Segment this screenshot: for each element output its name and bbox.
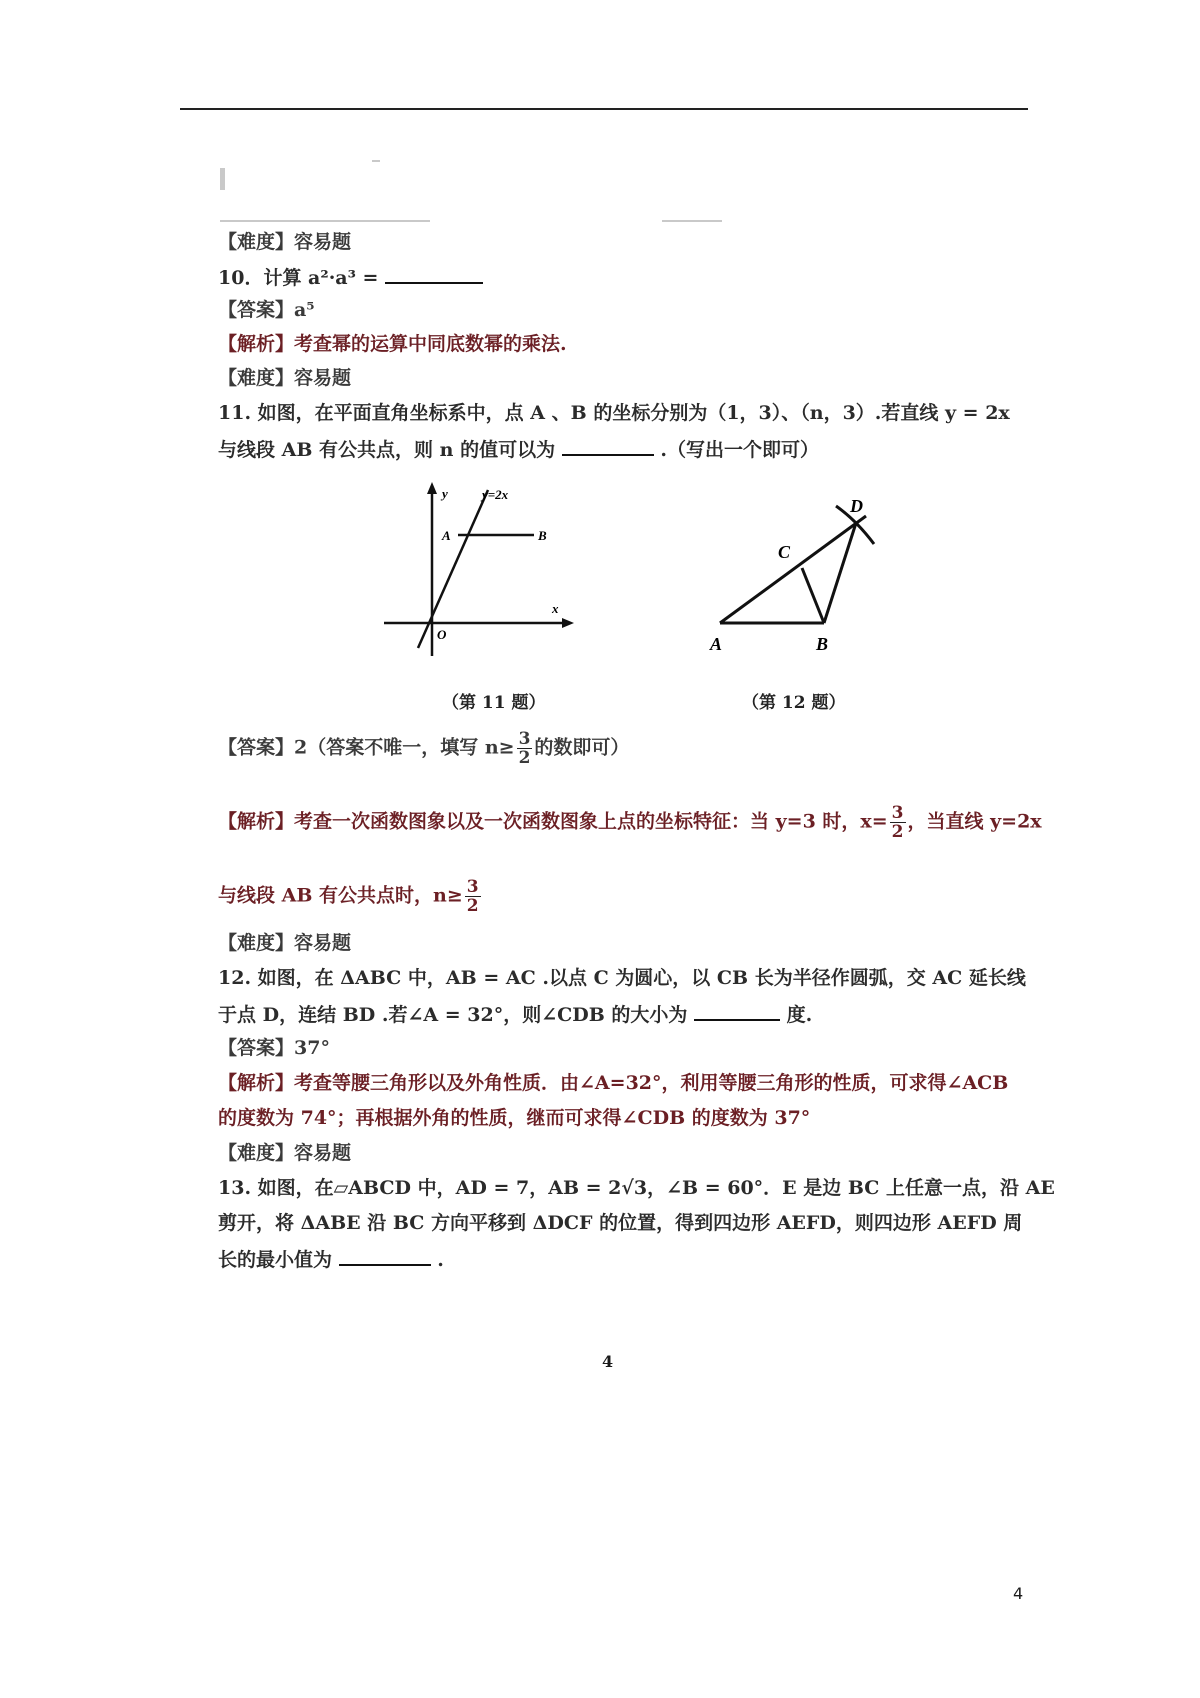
fig12-label-c: C [778,542,791,562]
fig12-label-a: A [710,634,723,654]
q12-stem-line1: 12. 如图，在 ΔABC 中，AB = AC .以点 C 为圆心，以 CB 长为半径作圆弧，交 AC 延长线 [218,967,1026,989]
fig12-side-ac-extended [720,516,866,623]
q11-stem-line2-b: .（写出一个即可） [660,439,819,461]
fig12-label-b: B [816,634,829,654]
q13-answer-blank [339,1246,431,1266]
q12-answer: 【答案】37° [218,1037,330,1059]
q13-difficulty: 【难度】容易题 [218,1142,352,1164]
q10-answer: 【答案】a⁵ [218,299,315,321]
q11-analysis-fraction-2: $\frac{3}{2}$ [466,877,479,916]
header-rule [180,108,1028,110]
fig11-label-b: B [538,528,547,543]
q11-analysis-a: 【解析】考查一次函数图象以及一次函数图象上点的坐标特征：当 y=3 时，x= [218,810,888,833]
fig11-label-y: y [442,486,448,501]
fig12-caption: （第 12 题） [742,693,846,713]
q11-answer-a: 【答案】2（答案不唯一，填写 n≥ [218,736,515,759]
fig11-label-o: O [437,627,447,642]
fig11-caption: （第 11 题） [442,693,546,713]
q13-stem-line3 [218,1246,444,1272]
figure-12 [698,490,908,660]
scan-artifact [662,220,722,222]
fig12-side-bc [802,568,824,623]
q11-analysis-line2 [218,878,483,915]
fig11-line-y2x [418,490,488,648]
q10-stem-text: 10．计算 a²·a³ = [218,267,379,289]
q11-analysis-fraction: $\frac{3}{2}$ [891,803,904,842]
q13-stem-line3-a: 长的最小值为 [218,1249,333,1271]
q12-answer-blank [694,1001,780,1021]
q12-stem-line2 [218,1001,812,1027]
q11-stem-line1: 11. 如图，在平面直角坐标系中，点 A 、B 的坐标分别为（1，3）、（n，3）.若直线 y = 2x [218,402,1010,424]
q13-stem-line3-b: . [437,1249,444,1271]
q10-analysis: 【解析】考查幂的运算中同底数幂的乘法. [218,333,567,355]
q13-stem-line2: 剪开，将 ΔABE 沿 BC 方向平移到 ΔDCF 的位置，得到四边形 AEFD，则四边形 AEFD 周 [218,1212,1023,1234]
q11-analysis-line1 [218,804,1042,841]
figure-11 [370,480,580,660]
q10-stem [218,264,483,290]
q12-stem-line2-a: 于点 D，连结 BD .若∠A = 32°，则∠CDB 的大小为 [218,1004,688,1026]
q11-answer-b: 的数即可） [534,736,630,759]
q11-stem-line2-a: 与线段 AB 有公共点，则 n 的值可以为 [218,439,556,461]
fig11-y-arrow [427,482,437,494]
q11-stem-line2 [218,436,819,462]
q11-analysis-b: ，当直线 y=2x [907,810,1042,833]
fig11-label-x: x [552,601,559,616]
fig11-x-arrow [562,618,574,628]
q12-stem-line2-b: 度. [786,1004,813,1026]
q10-answer-blank [385,264,483,284]
q11-analysis-line2-a: 与线段 AB 有公共点时，n≥ [218,884,463,907]
q12-analysis-line2: 的度数为 74°；再根据外角的性质，继而可求得∠CDB 的度数为 37° [218,1107,811,1129]
q10-difficulty: 【难度】容易题 [218,231,352,253]
scanned-page-number: 4 [602,1352,614,1371]
q11-answer-fraction: $\frac{3}{2}$ [518,729,531,768]
q11-answer [218,730,629,767]
q11-answer-blank [562,436,654,456]
page-number: 4 [1013,1584,1024,1603]
scan-artifact [220,220,430,222]
scan-artifact [372,160,380,162]
q11-difficulty: 【难度】容易题 [218,367,352,389]
q12-difficulty: 【难度】容易题 [218,932,352,954]
scan-artifact [220,168,225,190]
q13-stem-line1: 13. 如图，在▱ABCD 中，AD = 7，AB = 2√3，∠B = 60°．E 是边 BC 上任意一点，沿 AE [218,1177,1055,1199]
fig12-label-d: D [850,496,863,516]
fig11-label-line: y=2x [482,487,509,502]
fig12-side-bd [824,523,856,623]
fig11-label-a: A [442,528,451,543]
q12-analysis-line1: 【解析】考查等腰三角形以及外角性质．由∠A=32°，利用等腰三角形的性质，可求得∠ACB [218,1072,1009,1094]
